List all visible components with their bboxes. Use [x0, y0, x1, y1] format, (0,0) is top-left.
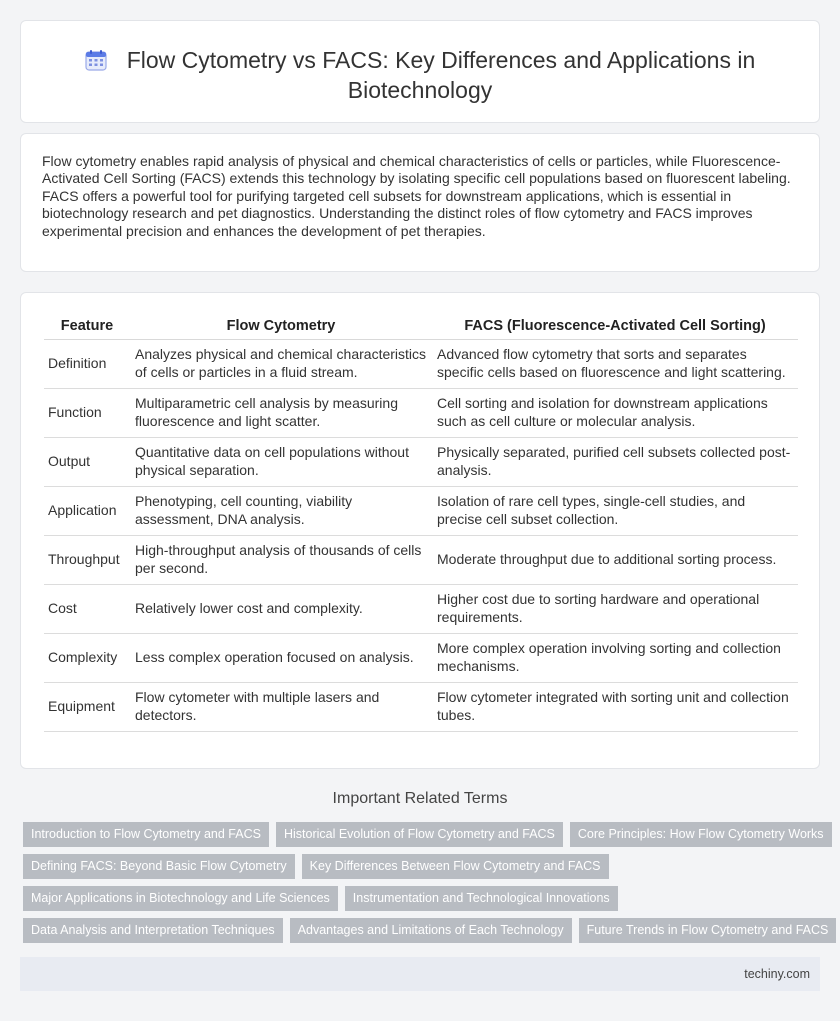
row-feature: Cost	[44, 584, 130, 633]
row-feature: Definition	[44, 339, 130, 388]
comparison-table	[44, 314, 798, 732]
row-flow-cytometry: Analyzes physical and chemical characteristics of cells or particles in a fluid stream.	[130, 339, 432, 388]
related-tag[interactable]: Advantages and Limitations of Each Technology	[290, 918, 572, 943]
related-tags-row	[23, 822, 832, 847]
table-row	[44, 437, 798, 486]
row-facs: Advanced flow cytometry that sorts and separates specific cells based on fluorescence and light scattering.	[432, 339, 798, 388]
row-feature: Complexity	[44, 633, 130, 682]
intro-card	[20, 133, 820, 272]
intro-paragraph: Flow cytometry enables rapid analysis of physical and chemical characteristics of cells or particles, while Fluorescence-Activated Cell Sorting (FACS) extends this technology by isolating specific cell populations based on fluorescent labeling. FACS offers a powerful tool for purifying targeted cell subsets for downstream applications, which is essential in biotechnology research and pet diagnostics. Understanding the distinct roles of flow cytometry and FACS improves experimental precision and enhances the development of pet therapies.	[42, 153, 791, 239]
row-facs: Moderate throughput due to additional sorting process.	[432, 535, 798, 584]
header-flow-cytometry: Flow Cytometry	[130, 314, 432, 339]
header-feature: Feature	[44, 314, 130, 339]
related-tag[interactable]: Future Trends in Flow Cytometry and FACS	[579, 918, 837, 943]
related-tag[interactable]: Introduction to Flow Cytometry and FACS	[23, 822, 269, 847]
related-tag[interactable]: Data Analysis and Interpretation Techniques	[23, 918, 283, 943]
calendar-icon	[85, 49, 107, 71]
row-flow-cytometry: Less complex operation focused on analysis.	[130, 633, 432, 682]
table-row	[44, 339, 798, 388]
footer	[20, 957, 820, 991]
table-row	[44, 584, 798, 633]
row-flow-cytometry: Relatively lower cost and complexity.	[130, 584, 432, 633]
header-card	[20, 20, 820, 123]
row-facs: Higher cost due to sorting hardware and operational requirements.	[432, 584, 798, 633]
related-tag[interactable]: Instrumentation and Technological Innovations	[345, 886, 618, 911]
related-tag[interactable]: Key Differences Between Flow Cytometry and FACS	[302, 854, 609, 879]
row-flow-cytometry: Phenotyping, cell counting, viability assessment, DNA analysis.	[130, 486, 432, 535]
comparison-table-card	[20, 292, 820, 769]
row-flow-cytometry: High-throughput analysis of thousands of cells per second.	[130, 535, 432, 584]
related-tag[interactable]: Historical Evolution of Flow Cytometry and FACS	[276, 822, 563, 847]
table-header-row	[44, 314, 798, 339]
related-tags-row	[23, 918, 836, 943]
row-facs: Flow cytometer integrated with sorting unit and collection tubes.	[432, 682, 798, 731]
page-title: Flow Cytometry vs FACS: Key Differences and Applications in Biotechnology	[126, 47, 756, 103]
row-facs: Isolation of rare cell types, single-cell studies, and precise cell subset collection.	[432, 486, 798, 535]
related-tag[interactable]: Defining FACS: Beyond Basic Flow Cytometry	[23, 854, 295, 879]
row-feature: Output	[44, 437, 130, 486]
related-tags-row	[23, 886, 618, 911]
related-tag[interactable]: Core Principles: How Flow Cytometry Works	[570, 822, 832, 847]
row-feature: Equipment	[44, 682, 130, 731]
row-feature: Throughput	[44, 535, 130, 584]
row-facs: Physically separated, purified cell subsets collected post-analysis.	[432, 437, 798, 486]
related-tags-row	[23, 854, 609, 879]
table-row	[44, 633, 798, 682]
related-tag[interactable]: Major Applications in Biotechnology and Life Sciences	[23, 886, 338, 911]
page-title-wrap	[21, 45, 819, 105]
table-row	[44, 388, 798, 437]
table-row	[44, 682, 798, 731]
table-row	[44, 486, 798, 535]
table-row	[44, 535, 798, 584]
row-flow-cytometry: Flow cytometer with multiple lasers and detectors.	[130, 682, 432, 731]
row-feature: Function	[44, 388, 130, 437]
row-feature: Application	[44, 486, 130, 535]
related-terms-heading: Important Related Terms	[332, 790, 508, 807]
row-facs: Cell sorting and isolation for downstream applications such as cell culture or molecular analysis.	[432, 388, 798, 437]
footer-site[interactable]: techiny.com	[744, 967, 810, 981]
row-flow-cytometry: Multiparametric cell analysis by measuring fluorescence and light scatter.	[130, 388, 432, 437]
row-flow-cytometry: Quantitative data on cell populations without physical separation.	[130, 437, 432, 486]
header-facs: FACS (Fluorescence-Activated Cell Sorting)	[432, 314, 798, 339]
row-facs: More complex operation involving sorting and collection mechanisms.	[432, 633, 798, 682]
